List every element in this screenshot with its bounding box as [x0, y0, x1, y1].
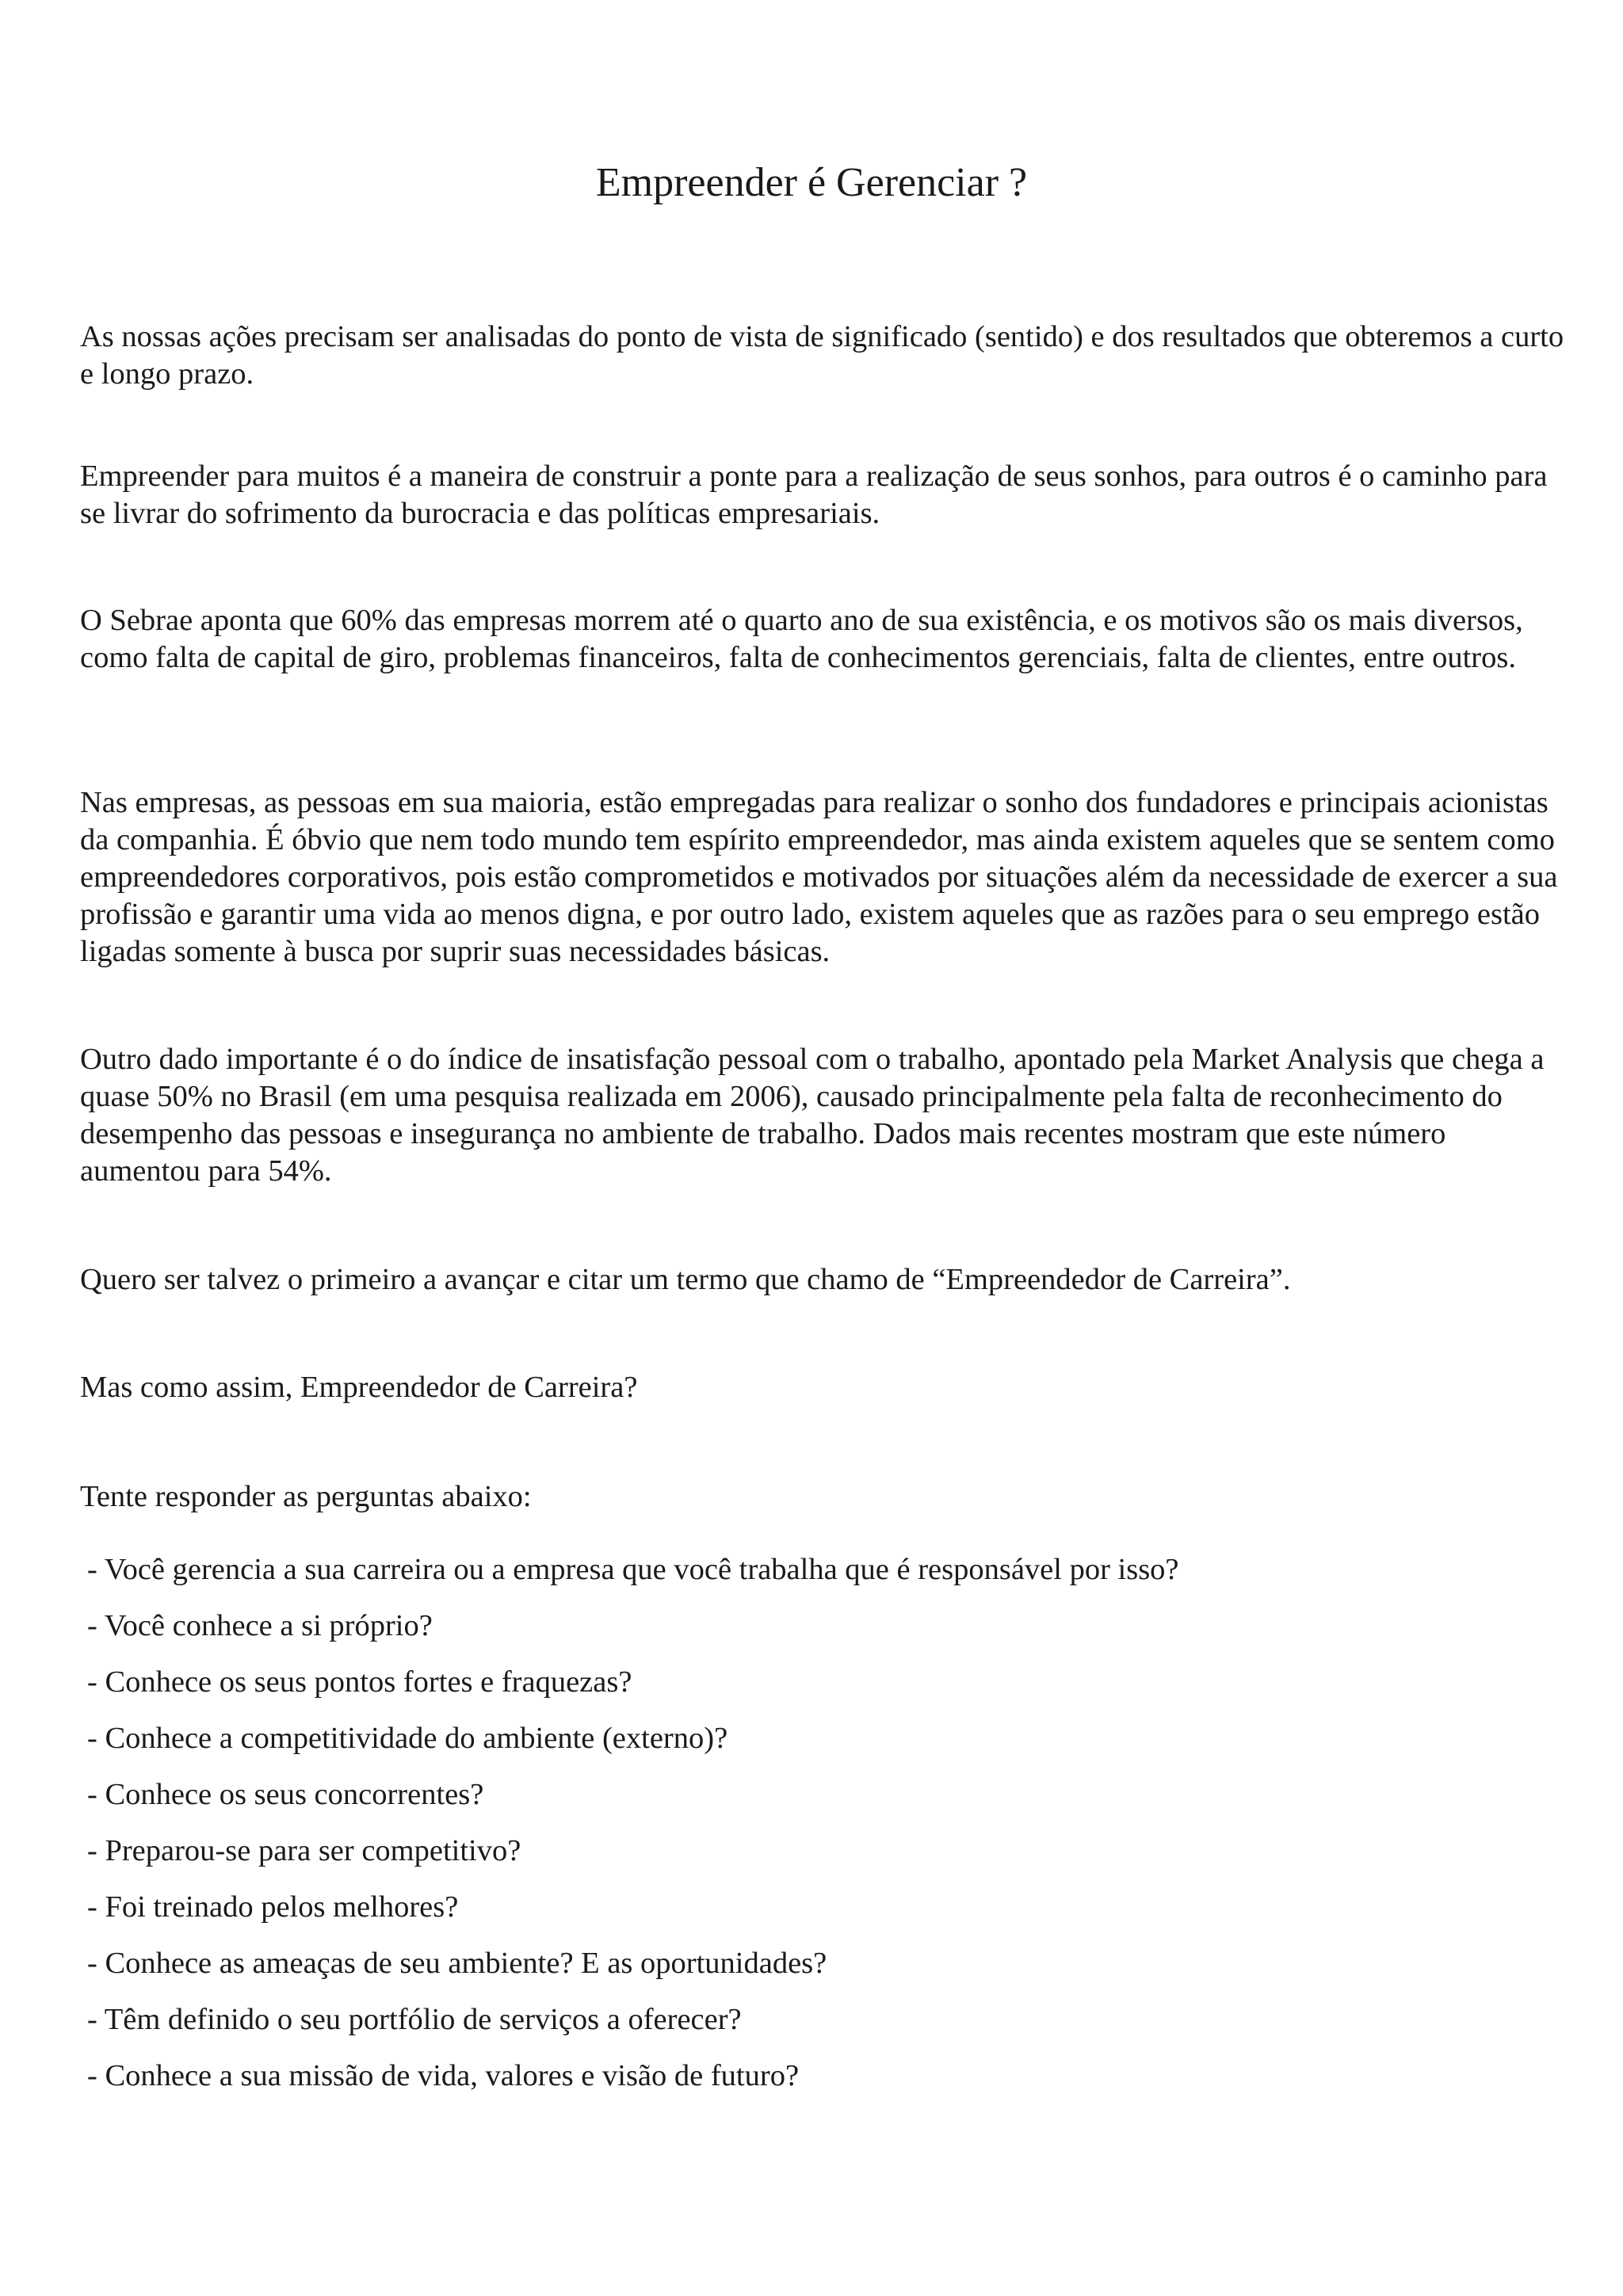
paragraph-7: Mas como assim, Empreendedor de Carreira?	[80, 1371, 638, 1404]
question-item-10: - Conhece a sua missão de vida, valores e visão de futuro?	[87, 2059, 800, 2092]
paragraph-1: As nossas ações precisam ser analisadas do ponto de vista de significado (sentido) e dos resultados que obteremos a curto e longo prazo.	[80, 320, 1564, 391]
paragraph-2: Empreender para muitos é a maneira de construir a ponte para a realização de seus sonhos, para outros é o caminho para se livrar do sofrimento da burocracia e das políticas empresariais.	[80, 460, 1548, 530]
question-item-2: - Você conhece a si próprio?	[87, 1609, 433, 1642]
question-item-3: - Conhece os seus pontos fortes e fraquezas?	[87, 1665, 632, 1699]
question-item-5: - Conhece os seus concorrentes?	[87, 1778, 484, 1811]
question-item-6: - Preparou-se para ser competitivo?	[87, 1834, 521, 1867]
paragraph-3: O Sebrae aponta que 60% das empresas morrem até o quarto ano de sua existência, e os motivos são os mais diversos, como falta de capital de giro, problemas financeiros, falta de conhecimentos gerenciais, falta de clientes, entre outros.	[80, 604, 1523, 674]
question-item-8: - Conhece as ameaças de seu ambiente? E as oportunidades?	[87, 1947, 827, 1980]
paragraph-4: Nas empresas, as pessoas em sua maioria, estão empregadas para realizar o sonho dos fundadores e principais acionistas da companhia. É óbvio que nem todo mundo tem espírito empreendedor, mas ainda existem aqueles que se sentem como empreendedores corporativos, pois estão comprometidos e motivados por situações além da necessidade de exercer a sua profissão e garantir uma vida ao menos digna, e por outro lado, existem aqueles que as razões para o seu emprego estão ligadas somente à busca por suprir suas necessidades básicas.	[80, 786, 1558, 968]
paragraph-8: Tente responder as perguntas abaixo:	[80, 1480, 532, 1513]
question-item-1: - Você gerencia a sua carreira ou a empresa que você trabalha que é responsável por isso?	[87, 1553, 1179, 1586]
question-item-9: - Têm definido o seu portfólio de serviços a oferecer?	[87, 2003, 742, 2036]
paragraph-6: Quero ser talvez o primeiro a avançar e citar um termo que chamo de “Empreendedor de Carreira”.	[80, 1263, 1291, 1296]
document-title: Empreender é Gerenciar ?	[595, 160, 1028, 205]
question-item-7: - Foi treinado pelos melhores?	[87, 1890, 459, 1924]
paragraph-5: Outro dado importante é o do índice de insatisfação pessoal com o trabalho, apontado pela Market Analysis que chega a quase 50% no Brasil (em uma pesquisa realizada em 2006), causado principalmente pela falta de reconhecimento do desempenho das pessoas e insegurança no ambiente de trabalho. Dados mais recentes mostram que este número aumentou para 54%.	[80, 1043, 1545, 1188]
question-item-4: - Conhece a competitividade do ambiente (externo)?	[87, 1722, 728, 1755]
